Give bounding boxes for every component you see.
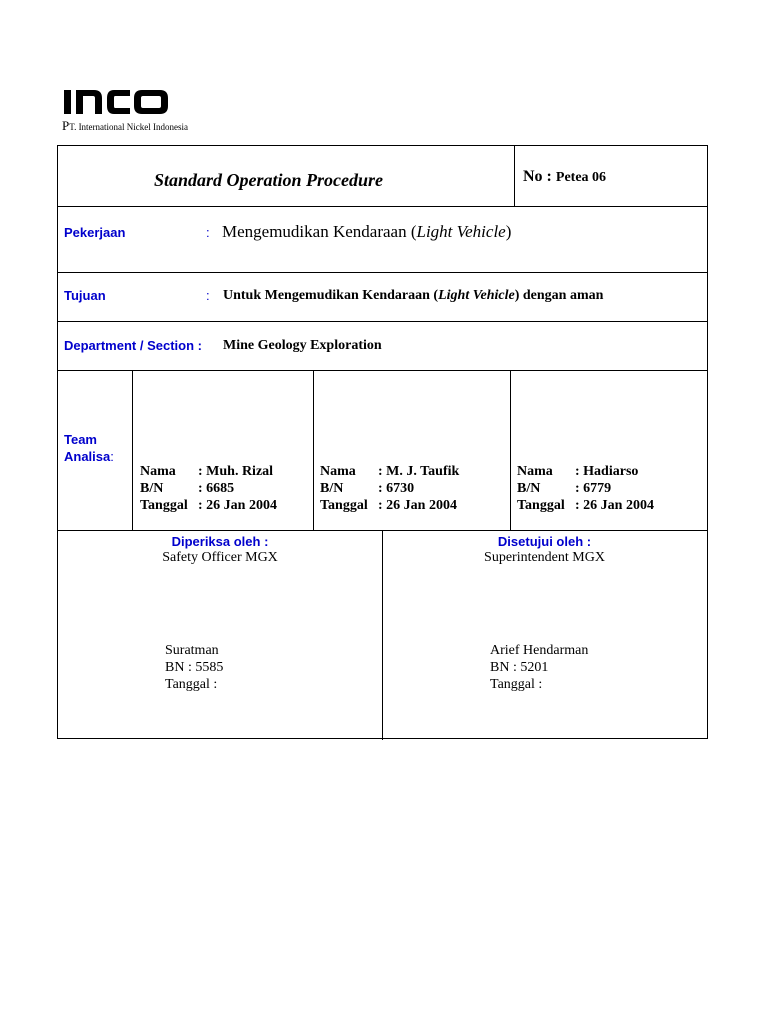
checked-by-heading: Diperiksa oleh : <box>171 534 269 549</box>
title-row <box>58 146 707 207</box>
approved-by-signatory: Arief Hendarman BN : 5201 Tanggal : <box>490 643 589 692</box>
team-label: Team Analisa: <box>64 432 114 464</box>
department-value: Mine Geology Exploration <box>223 338 382 353</box>
team-row <box>58 371 707 531</box>
company-name: PT. International Nickel Indonesia <box>62 118 189 133</box>
pekerjaan-label: Pekerjaan <box>64 225 126 240</box>
approved-by-heading: Disetujui oleh : <box>497 534 592 549</box>
approved-by-role: Superintendent MGX <box>484 550 605 565</box>
team-member-3: Nama : Hadiarso B/N : 6779 Tanggal : 26 Jan 2004 <box>517 464 654 513</box>
tujuan-row: Tujuan : Untuk Mengemudikan Kendaraan (Light Vehicle) dengan aman <box>58 273 707 322</box>
team-member-2: Nama : M. J. Taufik B/N : 6730 Tanggal : 26 Jan 2004 <box>320 464 460 513</box>
checked-by-signatory: Suratman BN : 5585 Tanggal : <box>165 643 224 692</box>
checked-by-role: Safety Officer MGX <box>162 550 278 565</box>
doc-title: Standard Operation Procedure <box>154 170 384 190</box>
tujuan-value: Untuk Mengemudikan Kendaraan (Light Vehicle) dengan aman <box>223 288 604 303</box>
pekerjaan-value: Mengemudikan Kendaraan (Light Vehicle) <box>222 222 512 241</box>
department-label: Department / Section : <box>64 338 202 353</box>
sop-form <box>57 145 708 739</box>
pekerjaan-row: Pekerjaan : Mengemudikan Kendaraan (Light Vehicle) <box>58 207 707 273</box>
inco-logo <box>62 86 172 116</box>
approval-row <box>58 531 707 740</box>
doc-number: No : Petea 06 <box>523 168 607 185</box>
team-member-1: Nama : Muh. Rizal B/N : 6685 Tanggal : 26 Jan 2004 <box>140 464 277 513</box>
department-row <box>58 322 707 371</box>
tujuan-label: Tujuan <box>64 288 106 303</box>
